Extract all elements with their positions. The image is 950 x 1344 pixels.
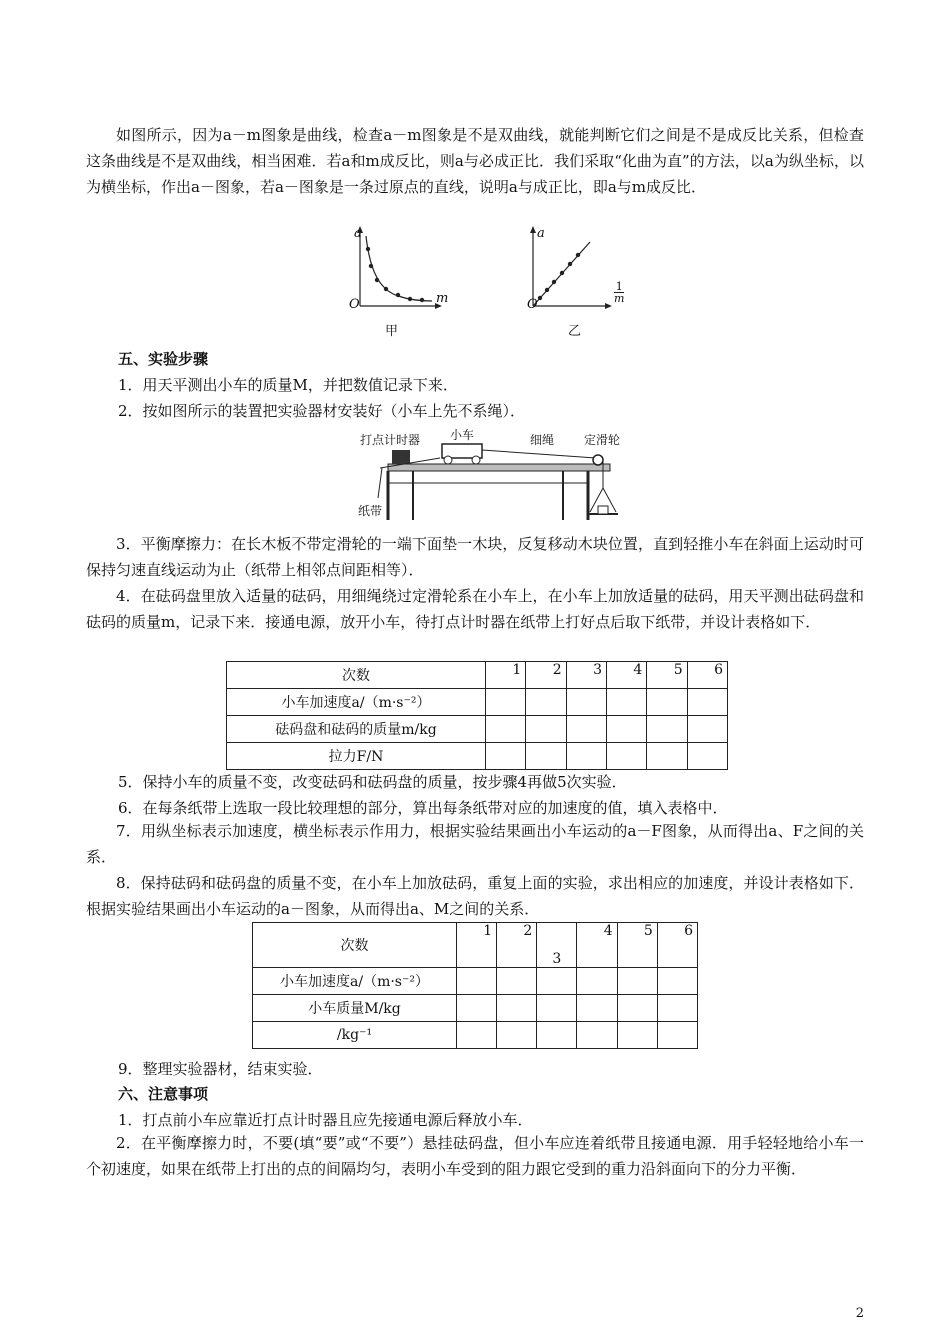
note-1: 1．打点前小车应靠近打点计时器且应先接通电源后释放小车． xyxy=(118,1111,533,1129)
table-col-1: 1 xyxy=(486,662,526,689)
pulley-label: 定滑轮 xyxy=(584,433,621,447)
table-row-label: 砝码盘和砝码的质量m/kg xyxy=(227,716,486,743)
string-label: 细绳 xyxy=(530,433,555,447)
note-2: 2．在平衡摩擦力时，不要(填“要”或“不要”）悬挂砝码盘，但小车应连着纸带且接通电源．用手轻轻地给小车一个初速度，如果在纸带上打出的点的间隔均匀，表明小车受到的阻力跟它受到的重力沿斜面向下的分力平衡． xyxy=(86,1134,864,1178)
step-4: 4．在砝码盘里放入适量的砝码，用细绳绕过定滑轮系在小车上，在小车上加放适量的砝码，用天平测出砝码盘和砝码的质量m，记录下来．接通电源，放开小车，待打点计时器在纸带上打好点后取下纸带，并设计表格如下． xyxy=(86,587,864,631)
table-col-2: 2 xyxy=(526,662,566,689)
step-5: 5．保持小车的质量不变，改变砝码和砝码盘的质量，按步骤4再做5次实验． xyxy=(118,773,627,791)
table-row xyxy=(253,968,698,995)
fraction-denominator: m xyxy=(614,292,625,305)
data-table-1 xyxy=(226,661,728,770)
table-row xyxy=(253,995,698,1022)
section6-title: 六、注意事项 xyxy=(118,1085,209,1103)
table-col-4: 4 xyxy=(606,662,646,689)
table-row xyxy=(227,716,728,743)
table-row xyxy=(227,689,728,716)
table-col-6: 6 xyxy=(657,923,697,968)
section5-title: 五、实验步骤 xyxy=(118,350,209,368)
timer-label: 打点计时器 xyxy=(360,433,421,447)
fraction-numerator: 1 xyxy=(615,280,623,293)
table-row-label: 小车加速度a/（m·s⁻²） xyxy=(253,968,457,995)
table-col-2: 2 xyxy=(497,923,537,968)
table-col-1: 1 xyxy=(457,923,497,968)
right-y-axis-label: a xyxy=(537,226,545,241)
table-header-cell: 次数 xyxy=(227,662,486,689)
table-row-label: 拉力F/N xyxy=(227,743,486,770)
table-row-label: 小车质量M/kg xyxy=(253,995,457,1022)
tape-label: 纸带 xyxy=(358,504,383,518)
table-row-label: /kg⁻¹ xyxy=(253,1022,457,1049)
right-caption: 乙 xyxy=(568,324,582,339)
left-caption: 甲 xyxy=(385,324,399,339)
table-row-label: 小车加速度a/（m·s⁻²） xyxy=(227,689,486,716)
table-col-3: 3 xyxy=(566,662,606,689)
right-origin-label: O xyxy=(527,297,538,312)
table-header-cell: 次数 xyxy=(253,923,457,968)
left-y-axis-label: a xyxy=(354,226,362,241)
table-row xyxy=(227,662,728,689)
step-2: 2．按如图所示的装置把实验器材安装好（小车上先不系绳）． xyxy=(118,402,526,420)
right-x-axis-label xyxy=(614,281,624,304)
step-8: 8．保持砝码和砝码盘的质量不变，在小车上加放砝码，重复上面的实验，求出相应的加速度，并设计表格如下．根据实验结果画出小车运动的a－图象，从而得出a、M之间的关系． xyxy=(86,874,864,918)
step-6: 6．在每条纸带上选取一段比较理想的部分，算出每条纸带对应的加速度的值，填入表格中． xyxy=(118,799,728,817)
page-number: 2 xyxy=(855,1306,864,1321)
step-7: 7．用纵坐标表示加速度，横坐标表示作用力，根据实验结果画出小车运动的a－F图象，从而得出a、F之间的关系． xyxy=(86,822,864,866)
table-col-4: 4 xyxy=(577,923,617,968)
step-3: 3．平衡摩擦力：在长木板不带定滑轮的一端下面垫一木块，反复移动木块位置，直到轻推小车在斜面上运动时可保持匀速直线运动为止（纸带上相邻点间距相等）． xyxy=(86,535,864,579)
graph-a-m xyxy=(357,226,442,309)
table-col-5: 5 xyxy=(647,662,687,689)
table-col-5: 5 xyxy=(617,923,657,968)
left-x-axis-label: m xyxy=(436,291,449,306)
data-table-2 xyxy=(252,922,698,1049)
table-col-6: 6 xyxy=(687,662,727,689)
intro-paragraph: 如图所示，因为a－m图象是曲线，检查a－m图象是不是双曲线，就能判断它们之间是不是成反比关系，但检查这条曲线是不是双曲线，相当困难．若a和m成反比，则a与必成正比．我们采取“化曲为直”的方法，以a为纵坐标，以为横坐标，作出a－图象，若a－图象是一条过原点的直线，说明a与成正比，即a与m成反比． xyxy=(86,126,864,196)
table-col-3: 3 xyxy=(537,923,577,968)
step-9: 9．整理实验器材，结束实验． xyxy=(118,1060,323,1078)
table-row xyxy=(253,923,698,968)
cart-label: 小车 xyxy=(450,428,475,442)
left-origin-label: O xyxy=(349,297,360,312)
step-1: 1．用天平测出小车的质量M，并把数值记录下来． xyxy=(118,376,458,394)
table-row xyxy=(227,743,728,770)
table-row xyxy=(253,1022,698,1049)
